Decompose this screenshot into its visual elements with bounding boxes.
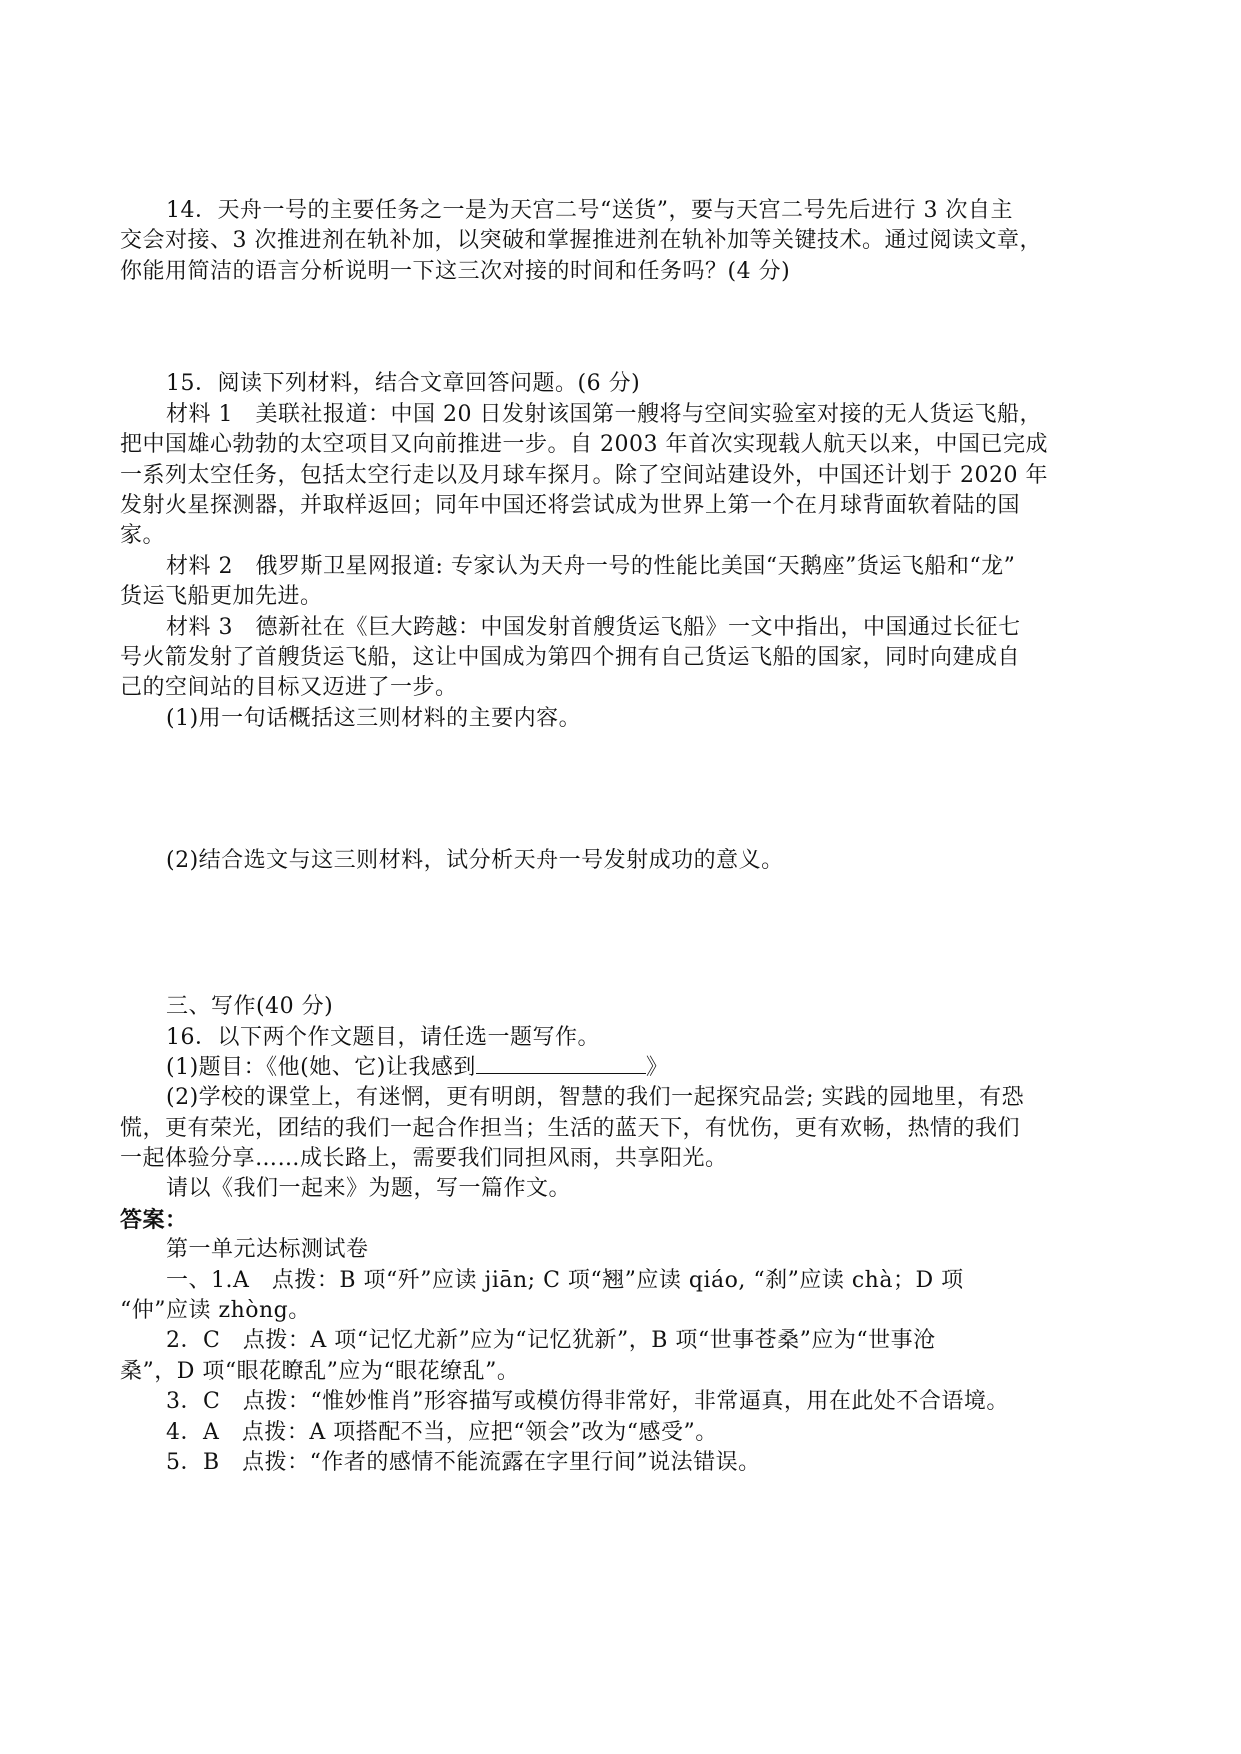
q15-material1-line-4: 发射火星探测器，并取样返回；同年中国还将尝试成为世界上第一个在月球背面软着陆的国 xyxy=(120,493,1021,518)
writing-section-title: 三、写作(40 分) xyxy=(166,994,334,1019)
q16-prompt: 16．以下两个作文题目，请任选一题写作。 xyxy=(166,1025,600,1050)
q14-line-2: 交会对接、3 次推进剂在轨补加，以突破和掌握推进剂在轨补加等关键技术。通过阅读文章， xyxy=(120,228,1042,253)
answers-unit-title: 第一单元达标测试卷 xyxy=(166,1237,369,1262)
writing-topic-2-line-4: 请以《我们一起来》为题，写一篇作文。 xyxy=(166,1176,572,1201)
answer-5: 5．B 点拨：“作者的感情不能流露在字里行间”说法错误。 xyxy=(166,1450,761,1475)
q15-material3-line-2: 号火箭发射了首艘货运飞船，这让中国成为第四个拥有自己货运飞船的国家，同时向建成自 xyxy=(120,645,1021,670)
answer-2-line-2: 桑”，D 项“眼花瞭乱”应为“眼花缭乱”。 xyxy=(120,1359,520,1384)
writing-topic-1-suffix: 》 xyxy=(645,1055,669,1080)
writing-topic-2-line-2: 慌，更有荣光，团结的我们一起合作担当；生活的蓝天下，有忧伤，更有欢畅，热情的我们 xyxy=(120,1116,1021,1141)
q15-material1-line-1: 材料 1 美联社报道：中国 20 日发射该国第一艘将与空间实验室对接的无人货运飞船， xyxy=(166,402,1042,427)
q15-material3-line-3: 己的空间站的目标又迈进了一步。 xyxy=(120,675,458,700)
answer-1-line-1: 一、1.A 点拨：B 项“歼”应读 jiān; C 项“翘”应读 qiáo, “刹”应读 chà；D 项 xyxy=(166,1268,964,1293)
writing-topic-2-line-3: 一起体验分享……成长路上，需要我们同担风雨，共享阳光。 xyxy=(120,1146,728,1171)
answer-4: 4．A 点拨：A 项搭配不当，应把“领会”改为“感受”。 xyxy=(166,1420,718,1445)
q15-material2-line-2: 货运飞船更加先进。 xyxy=(120,584,323,609)
writing-topic-1 xyxy=(166,1053,668,1083)
q14-line-3: 你能用简洁的语言分析说明一下这三次对接的时间和任务吗？(4 分) xyxy=(120,259,791,284)
q15-material1-line-3: 一系列太空任务，包括太空行走以及月球车探月。除了空间站建设外，中国还计划于 2020 年 xyxy=(120,463,1048,488)
writing-topic-1-blank xyxy=(476,1053,646,1074)
q15-material3-line-1: 材料 3 德新社在《巨大跨越：中国发射首艘货运飞船》一文中指出，中国通过长征七 xyxy=(166,615,1021,640)
q15-title: 15．阅读下列材料，结合文章回答问题。(6 分) xyxy=(166,371,641,396)
q14-line-1: 14．天舟一号的主要任务之一是为天宫二号“送货”，要与天宫二号先后进行 3 次自主 xyxy=(166,198,1013,223)
q15-material2-line-1: 材料 2 俄罗斯卫星网报道: 专家认为天舟一号的性能比美国“天鹅座”货运飞船和“龙” xyxy=(166,554,1016,579)
q15-material1-line-2: 把中国雄心勃勃的太空项目又向前推进一步。自 2003 年首次实现载人航天以来，中国已完成 xyxy=(120,432,1048,457)
q15-material1-line-5: 家。 xyxy=(120,523,166,548)
writing-topic-1-prefix: (1)题目：《他(她、它)让我感到 xyxy=(166,1055,476,1080)
answers-heading: 答案： xyxy=(120,1207,188,1233)
answer-3: 3．C 点拨：“惟妙惟肖”形容描写或模仿得非常好，非常逼真，用在此处不合语境。 xyxy=(166,1389,1009,1414)
answer-1-line-2: “仲”应读 zhòng。 xyxy=(120,1298,311,1323)
answer-2-line-1: 2．C 点拨：A 项“记忆尤新”应为“记忆犹新”，B 项“世事苍桑”应为“世事沧 xyxy=(166,1328,936,1353)
writing-topic-2-line-1: (2)学校的课堂上，有迷惘，更有明朗，智慧的我们一起探究品尝; 实践的园地里，有恐 xyxy=(166,1085,1025,1110)
q15-sub-question-2: (2)结合选文与这三则材料，试分析天舟一号发射成功的意义。 xyxy=(166,848,784,873)
q15-sub-question-1: (1)用一句话概括这三则材料的主要内容。 xyxy=(166,706,582,731)
